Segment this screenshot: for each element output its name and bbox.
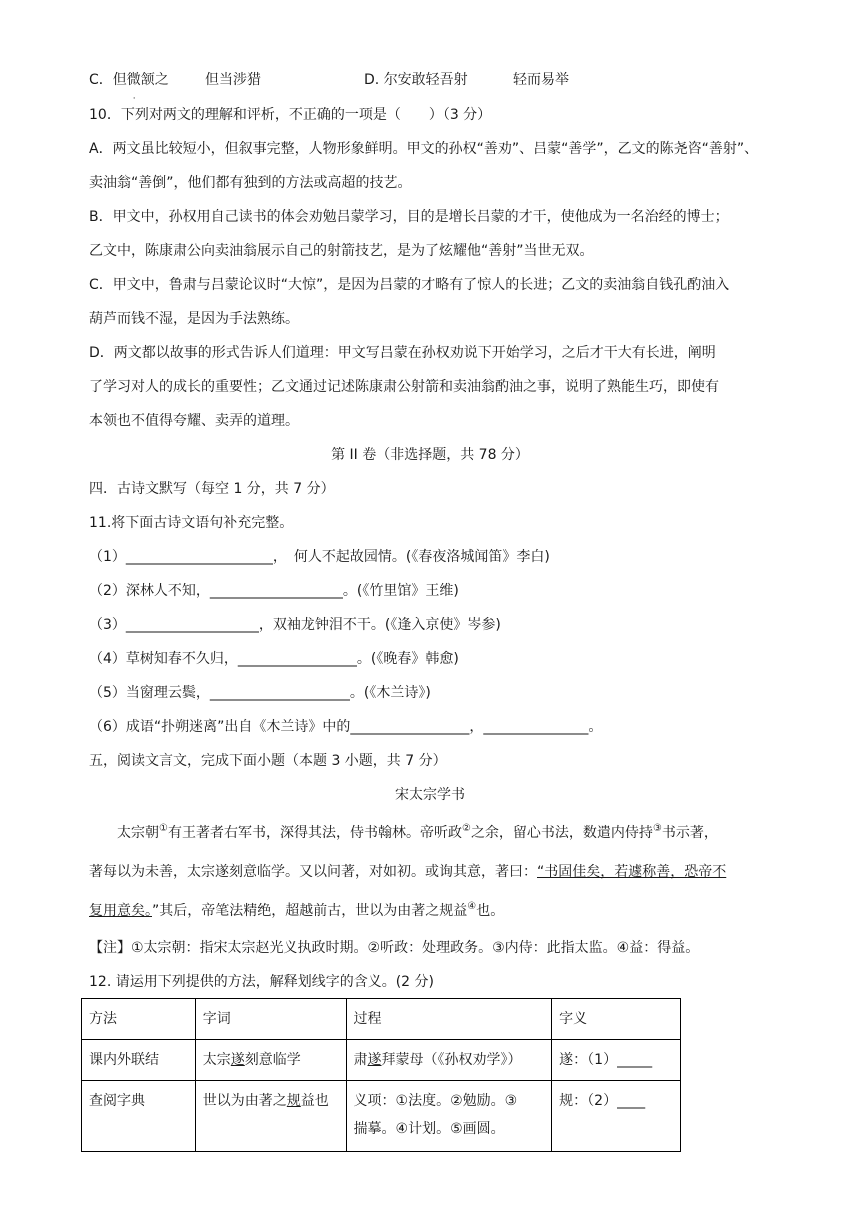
dotted-char: [126, 72, 141, 104]
q10-option-d-line1: D．两文都以故事的形式告诉人们道理：甲文写吕蒙在孙权劝说下开始学习，之后才干大有长进，阐明: [89, 345, 716, 361]
passage-text: 太宗朝: [117, 825, 159, 841]
q11-item-3: （3）___________________，双袖龙钟泪不干。(《逢入京使》岑参): [89, 617, 501, 633]
footnote-marker: ③: [652, 823, 662, 834]
table-cell-meaning[interactable]: 遂：（1）_____: [552, 1040, 681, 1081]
passage-text: 著每以为未善，太宗遂刻意临学。又以问著，对如初。或询其意，著曰：: [89, 864, 537, 880]
table-header-cell: 字词: [195, 999, 346, 1040]
cell-text: 肃: [353, 1052, 368, 1068]
table-header-cell: 过程: [346, 999, 552, 1040]
cell-text: 刻意临学: [244, 1052, 301, 1068]
answer-table: [81, 998, 681, 1152]
q10-option-c-line2: 葫芦而钱不湿，是因为手法熟练。: [89, 311, 299, 327]
footnote-marker: ④: [467, 901, 477, 912]
passage-text: 书示著，: [661, 825, 718, 841]
q9-option-c-part2: 但当涉猎: [205, 72, 261, 88]
table-cell-meaning[interactable]: 规：（2）____: [552, 1081, 681, 1152]
q11-item-2: （2）深林人不知，___________________。(《竹里馆》王维): [89, 583, 459, 599]
table-header-cell: 字义: [552, 999, 681, 1040]
option-label: C．: [89, 72, 113, 88]
q10-option-b-line2: 乙文中，陈康肃公向卖油翁展示自己的射箭技艺，是为了炫耀他“善射”当世无双。: [89, 243, 594, 259]
q10-option-d-line2: 了学习对人的成长的重要性；乙文通过记述陈康肃公射箭和卖油翁酌油之事，说明了熟能生巧，即使有: [89, 379, 719, 395]
cell-text: 义项：①法度。②勉励。③: [353, 1093, 518, 1109]
passage-note: 【注】①太宗朝：指宋太宗赵光义执政时期。②听政：处理政务。③内侍：此指太监。④益：得益。: [89, 940, 700, 956]
q10-option-c-line1: C．甲文中，鲁肃与吕蒙论议时“大惊”，是因为吕蒙的才略有了惊人的长进；乙文的卖油翁自钱孔酌油入: [89, 277, 730, 293]
footnote-marker: ①: [159, 823, 168, 834]
passage-text: 也。: [476, 903, 505, 919]
q11-stem: 11.将下面古诗文语句补充完整。: [89, 515, 294, 531]
q10-option-a-line2: 卖油翁“善倒”，他们都有独到的方法或高超的技艺。: [89, 175, 412, 191]
cell-text: 益也: [300, 1093, 329, 1109]
table-cell-process: [346, 1040, 552, 1081]
option-text: 但: [112, 72, 127, 88]
passage-title: 宋太宗学书: [395, 787, 465, 803]
passage-line-2: [89, 862, 726, 882]
q11-item-4: （4）草树知春不久归，_________________。(《晚春》韩愈): [89, 651, 459, 667]
option-text: 颔之: [140, 72, 169, 88]
table-cell-method: 课内外联结: [82, 1040, 196, 1081]
part2-title: 第 II 卷（非选择题，共 78 分）: [331, 447, 529, 463]
q11-item-1: （1）_____________________， 何人不起故园情。(《春夜洛城闻笛》李白): [89, 549, 550, 565]
q11-item-5: （5）当窗理云鬓，____________________。(《木兰诗》): [89, 685, 431, 701]
cell-text: 揣摹。④计划。⑤画圆。: [353, 1121, 505, 1137]
q9-option-d: [364, 70, 468, 90]
q10-option-d-line3: 本领也不值得夸耀、卖弄的道理。: [89, 413, 299, 429]
table-row: [82, 1040, 681, 1081]
q12-stem: 12. 请运用下列提供的方法，解释划线字的含义。(2 分): [89, 974, 434, 990]
emphasis-dot: ·: [132, 94, 136, 104]
cell-text: 太宗: [202, 1052, 231, 1068]
table-cell-method: 查阅字典: [82, 1081, 196, 1152]
underlined-char: 遂: [367, 1052, 382, 1068]
table-row: [82, 1081, 681, 1152]
passage-line-1: [117, 823, 718, 843]
cell-text: 拜蒙母（《孙权劝学》）: [381, 1052, 522, 1068]
option-text: 微: [126, 72, 141, 88]
passage-text: 之余，留心书法，数遣内侍持: [470, 825, 653, 841]
underlined-char: 规: [286, 1093, 301, 1109]
underlined-char: 遂: [230, 1052, 245, 1068]
passage-text: 有王著者右军书，深得其法，侍书翰林。帝听政: [167, 825, 462, 841]
q10-option-b-line1: B．甲文中，孙权用自己读书的体会劝勉吕蒙学习，目的是增长吕蒙的才干，使他成为一名治经的博士；: [89, 209, 729, 225]
passage-text: ”其后，帝笔法精绝，超越前古，世以为由著之规益: [152, 903, 468, 919]
underlined-sentence: “书固佳矣，若遽称善，恐帝不: [537, 864, 727, 880]
footnote-marker: ②: [461, 823, 471, 834]
underlined-sentence: 复用意矣。: [89, 903, 152, 919]
cell-text: 世以为由著之: [202, 1093, 287, 1109]
passage-line-3: [89, 901, 504, 921]
option-label: D.: [364, 72, 380, 88]
q9-option-c: [89, 70, 169, 104]
table-header-row: [82, 999, 681, 1040]
section4-title: 四．古诗文默写（每空 1 分，共 7 分）: [89, 481, 335, 497]
table-header-cell: 方法: [82, 999, 196, 1040]
q11-item-6: （6）成语“扑朔迷离”出自《木兰诗》中的_________________，_______________。: [89, 719, 603, 735]
option-text: 尔安敢轻吾射: [383, 72, 468, 88]
table-cell-word: [195, 1040, 346, 1081]
q9-option-d-part2: 轻而易举: [513, 72, 569, 88]
table-cell-word: [195, 1081, 346, 1152]
q10-option-a-line1: A．两文虽比较短小，但叙事完整，人物形象鲜明。甲文的孙权“善劝”、吕蒙“善学”，乙文的陈尧咨“善射”、: [89, 141, 759, 157]
q10-stem: 10．下列对两文的理解和评析，不正确的一项是（ ）（3 分）: [89, 107, 492, 123]
section5-title: 五，阅读文言文，完成下面小题（本题 3 小题，共 7 分）: [89, 753, 447, 769]
table-cell-process: [346, 1081, 552, 1152]
